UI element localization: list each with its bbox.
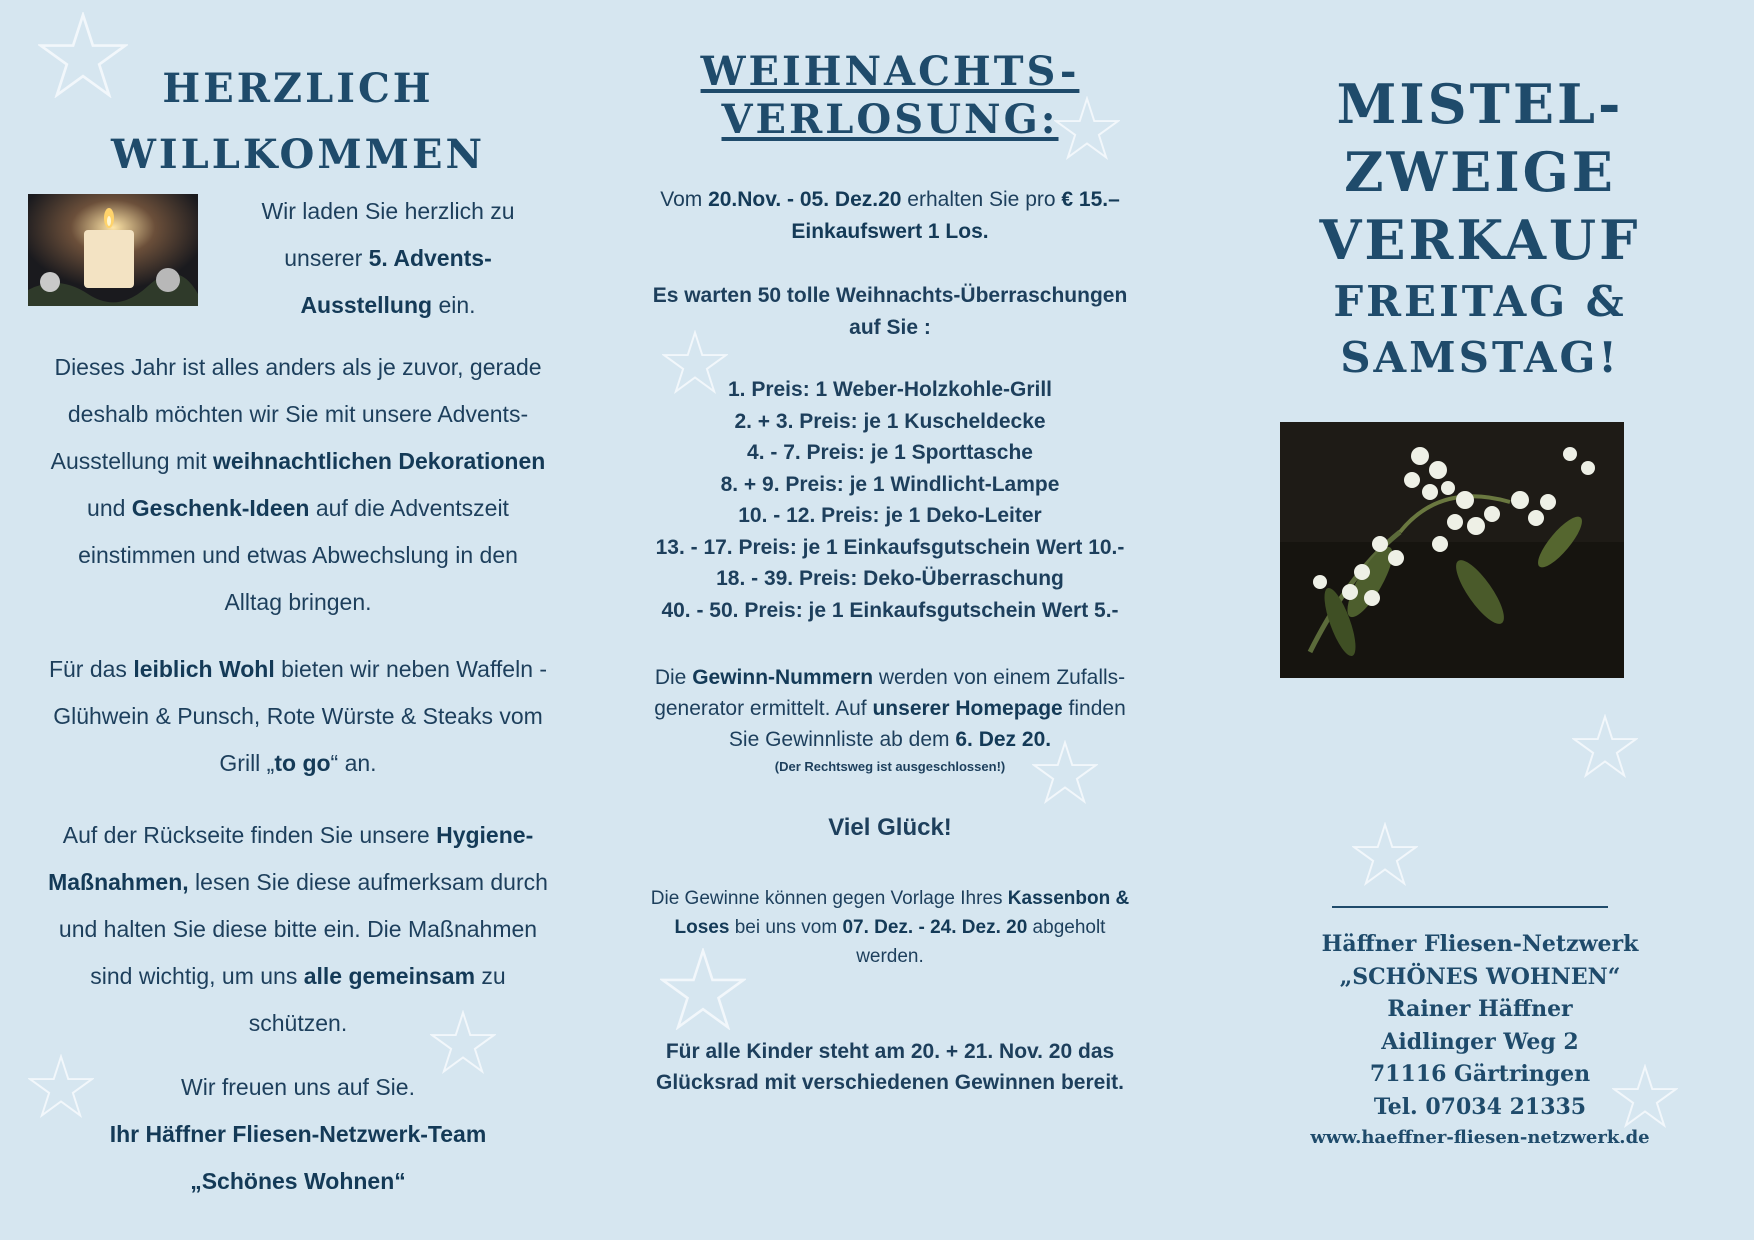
catering-paragraph: Für das leiblich Wohl bieten wir neben Waffeln - Glühwein & Punsch, Rote Würste & Steaks vom Grill „to go“ an. — [48, 656, 548, 776]
list-item: 1. Preis: 1 Weber-Holzkohle-Grill — [727, 378, 1053, 401]
mistletoe-photo — [1280, 422, 1624, 678]
website-link[interactable]: www.haeffner-fliesen-netzwerk.de — [1310, 1127, 1650, 1148]
candle-photo — [28, 194, 198, 306]
raffle-period-text: Vom 20.Nov. - 05. Dez.20 erhalten Sie pro € 15.– Einkaufswert 1 Los. — [660, 188, 1120, 243]
list-item: 13. - 17. Preis: je 1 Einkaufsgutschein Wert 10.- — [655, 535, 1125, 559]
exhibition-paragraph: Dieses Jahr ist alles anders als je zuvor, gerade deshalb möchten wir Sie mit unsere Advents-Ausstellung mit weihnachtlichen Dekorationen und Geschenk-Ideen auf die Adventszeit einstimmen und etwas Abwechslung in den Alltag bringen. — [50, 354, 546, 615]
hygiene-paragraph: Auf der Rückseite finden Sie unsere Hygiene-Maßnahmen, lesen Sie diese aufmerksam durch und halten Sie diese bitte ein. Die Maßnahmen sind wichtig, um uns alle gemeinsam zu schützen. — [48, 822, 548, 1036]
raffle-heading: WEIHNACHTS- VERLOSUNG: — [700, 48, 1080, 143]
invitation-text: Wir laden Sie herzlich zu unserer 5. Advents- Ausstellung ein. — [261, 198, 515, 318]
list-item: 4. - 7. Preis: je 1 Sporttasche — [747, 441, 1033, 464]
mistletoe-heading: MISTEL- ZWEIGE VERKAUF FREITAG & SAMSTAG! — [1319, 72, 1641, 382]
contact-address: Häffner Fliesen-Netzwerk „SCHÖNES WOHNEN“ Rainer Häffner Aidlinger Weg 2 71116 Gärtringen Tel. 07034 21335 www.haeffner-fliesen-netzwerk.de — [1240, 928, 1720, 1153]
raffle-column — [620, 0, 1160, 1240]
kids-text: Für alle Kinder steht am 20. + 21. Nov. 20 das Glücksrad mit verschiedenen Gewinnen bereit. — [656, 1040, 1124, 1094]
signature-block: Wir freuen uns auf Sie. Ihr Häffner Fliesen-Netzwerk-Team „Schönes Wohnen“ — [109, 1074, 487, 1194]
winners-text: Die Gewinn-Nummern werden von einem Zufalls-generator ermittelt. Auf unserer Homepage finden Sie Gewinnliste ab dem 6. Dez 20. — [654, 666, 1126, 751]
list-item: 18. - 39. Preis: Deko-Überraschung — [716, 567, 1064, 590]
surprises-text: Es warten 50 tolle Weihnachts-Überraschungen auf Sie : — [652, 284, 1128, 339]
welcome-heading: HERZLICH WILLKOMMEN — [110, 65, 486, 178]
prize-list — [640, 374, 1140, 626]
welcome-column — [28, 0, 568, 1240]
list-item: 8. + 9. Preis: je 1 Windlicht-Lampe — [720, 472, 1060, 496]
pickup-text: Die Gewinne können gegen Vorlage Ihres Kassenbon & Loses bei uns vom 07. Dez. - 24. Dez. 20 abgeholt werden. — [650, 888, 1130, 967]
good-luck-text: Viel Glück! — [828, 814, 952, 841]
mistletoe-column — [1240, 0, 1720, 1240]
legal-note: (Der Rechtsweg ist ausgeschlossen!) — [774, 759, 1006, 774]
list-item: 40. - 50. Preis: je 1 Einkaufsgutschein Wert 5.- — [661, 598, 1119, 622]
divider — [1332, 906, 1608, 908]
list-item: 2. + 3. Preis: je 1 Kuscheldecke — [734, 409, 1046, 433]
list-item: 10. - 12. Preis: je 1 Deko-Leiter — [738, 504, 1042, 527]
